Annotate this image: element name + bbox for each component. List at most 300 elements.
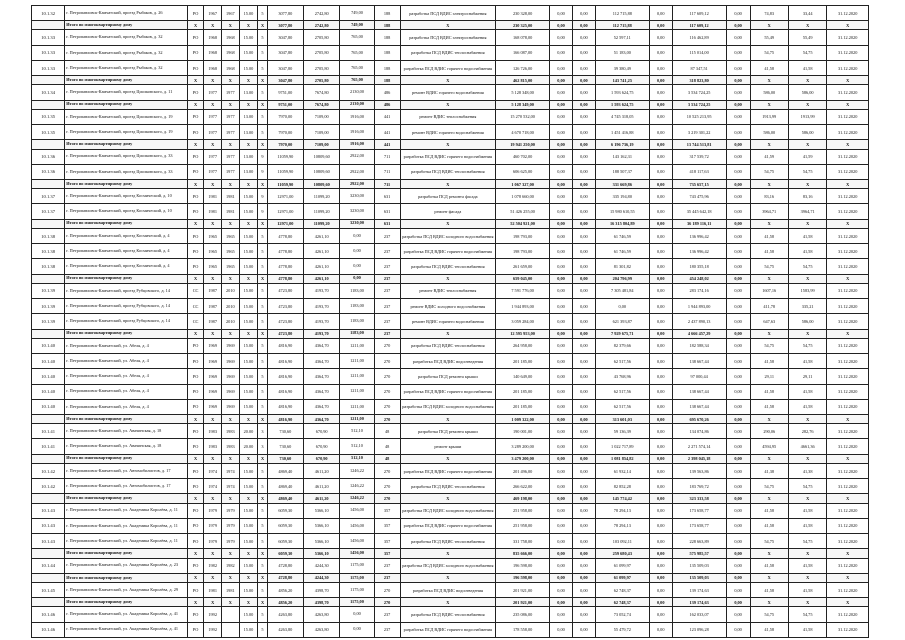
table-cell: X — [258, 573, 267, 582]
table-cell: 54,75 — [750, 607, 788, 622]
table-cell: 0,00 — [572, 558, 595, 573]
table-cell: 198 793,00 — [496, 244, 550, 259]
table-cell: 0,00 — [550, 314, 573, 329]
table-cell: 0,00 — [649, 164, 672, 179]
table-cell: 10.1.35 — [32, 125, 65, 140]
table-cell: 586,00 — [788, 314, 826, 329]
table-cell: г. Петропавловск-Камчатский, ул. Академика Королёва, д. 11 — [65, 534, 188, 549]
table-cell: 0,00 — [572, 125, 595, 140]
table-cell: 0,00 — [726, 299, 750, 314]
table-cell: 4856,20 — [267, 598, 303, 607]
table-cell: 0,00 — [550, 384, 573, 399]
table-cell: 10 525 213,95 — [672, 109, 726, 124]
table-cell: 162 033,07 — [672, 607, 726, 622]
table-cell: 575 985,57 — [672, 549, 726, 558]
table-cell: 3964,71 — [750, 204, 788, 219]
table-cell: 5 — [258, 582, 267, 597]
table-cell: 0,00 — [726, 60, 750, 75]
table-cell: X — [400, 76, 496, 85]
table-cell: 0,00 — [572, 228, 595, 243]
table-cell: 116 462,89 — [672, 30, 726, 45]
table-cell: 0,00 — [550, 259, 573, 274]
table-cell: 0,00 — [572, 180, 595, 189]
table-cell: 0,00 — [649, 573, 672, 582]
table-cell: 0,00 — [550, 228, 573, 243]
table-cell: 0,00 — [726, 415, 750, 424]
table-cell: г. Петропавловск-Камчатский, проезд Рубцовского, д. 14 — [65, 314, 188, 329]
table-cell: 0,00 — [726, 454, 750, 463]
table-cell: 711 — [374, 149, 400, 164]
table-cell: X — [400, 100, 496, 109]
table-cell: 15.00 — [239, 244, 258, 259]
table-cell: 1982 — [204, 558, 222, 573]
table-cell: X — [258, 415, 267, 424]
table-cell: 1183,00 — [340, 299, 374, 314]
table-cell: 31.12.2020 — [827, 244, 869, 259]
table-cell: г. Петропавловск-Камчатский, проезд Рыбаков, д. 32 — [65, 45, 188, 60]
table-cell: 5366,10 — [304, 518, 340, 533]
table-cell: 196 598,00 — [496, 558, 550, 573]
table-cell: 135 509,03 — [672, 558, 726, 573]
table-cell: X — [204, 415, 222, 424]
table-cell: 4816,90 — [267, 338, 303, 353]
table-cell: X — [258, 494, 267, 503]
table-cell: 0,00 — [550, 30, 573, 45]
table-cell: 41,38 — [750, 463, 788, 478]
table-cell: 10.1.42 — [32, 463, 65, 478]
table-cell: 2742,80 — [304, 6, 340, 21]
table-cell: 188 — [374, 21, 400, 30]
table-cell: РО — [187, 463, 204, 478]
table-cell: 5 — [258, 369, 267, 384]
table-cell: X — [788, 76, 826, 85]
table-cell: разработка ПСД ВДИС горячего водоснабжения — [400, 463, 496, 478]
table-cell: 0,00 — [572, 415, 595, 424]
table-cell: X — [187, 454, 204, 463]
table-cell — [32, 415, 65, 424]
table-cell: 61 099,97 — [595, 558, 649, 573]
table-cell: 0,00 — [550, 424, 573, 439]
table-cell: X — [788, 219, 826, 228]
table-cell: 7 305 481,84 — [595, 283, 649, 298]
table-cell: 1977 — [204, 149, 222, 164]
table-cell: 460 702,00 — [496, 149, 550, 164]
table-cell: 117 609,12 — [672, 6, 726, 21]
table-cell: 4816,90 — [267, 354, 303, 369]
table-cell: разработка ПСД ремонта крыши — [400, 369, 496, 384]
table-cell: 7674,80 — [304, 100, 340, 109]
table-cell: 15.00 — [239, 463, 258, 478]
table-cell: 15.00 — [239, 582, 258, 597]
table-cell: 31.12.2020 — [827, 582, 869, 597]
table-cell: 4816,90 — [267, 399, 303, 414]
table-cell: 11099,20 — [304, 219, 340, 228]
table-cell: X — [222, 140, 240, 149]
table-cell: 13.00 — [239, 109, 258, 124]
table-cell: РО — [187, 125, 204, 140]
table-cell: г. Петропавловск-Камчатский, проезд Космический, д. 4 — [65, 259, 188, 274]
table-cell: 441 — [374, 109, 400, 124]
table-cell: 10.1.33 — [32, 60, 65, 75]
table-cell: X — [239, 21, 258, 30]
table-cell: г. Петропавловск-Камчатский, проезд Космический, д. 10 — [65, 204, 188, 219]
table-cell: 0,00 — [572, 109, 595, 124]
table-cell: 441 — [374, 125, 400, 140]
table-cell: 0,00 — [572, 30, 595, 45]
table-cell: X — [827, 598, 869, 607]
table-cell: 15.00 — [239, 369, 258, 384]
table-cell: 201 185,00 — [496, 354, 550, 369]
table-cell: 0,00 — [572, 549, 595, 558]
table-cell: РО — [187, 45, 204, 60]
table-cell: 7109,00 — [304, 109, 340, 124]
table-cell: 29,11 — [750, 369, 788, 384]
table-cell: г. Петропавловск-Камчатский, ул. Автомобилистов, д. 17 — [65, 463, 188, 478]
table-cell: 97 000,44 — [672, 369, 726, 384]
table-cell: 512,10 — [340, 424, 374, 439]
table-cell: X — [400, 598, 496, 607]
table-cell: 15.00 — [239, 299, 258, 314]
table-cell: 1987 — [204, 314, 222, 329]
table-cell: 1916,00 — [340, 125, 374, 140]
table-cell: разработка ПСД ВДИС горячего водоснабжения — [400, 149, 496, 164]
table-cell: 1969 — [222, 399, 240, 414]
table-cell: X — [750, 140, 788, 149]
table-cell: 0,00 — [649, 454, 672, 463]
table-cell: 0,00 — [726, 329, 750, 338]
table-cell: X — [222, 454, 240, 463]
table-cell: 201 185,00 — [496, 399, 550, 414]
table-cell: 1 078 660,00 — [496, 189, 550, 204]
table-cell: X — [204, 573, 222, 582]
table-cell: 749,00 — [340, 6, 374, 21]
table-cell: 0,00 — [649, 204, 672, 219]
table-cell: 15.00 — [239, 503, 258, 518]
table-cell: 0,00 — [649, 598, 672, 607]
table-cell — [32, 140, 65, 149]
table-cell: 0,00 — [649, 582, 672, 597]
table-cell: 237 — [374, 244, 400, 259]
table-cell: 4364,70 — [304, 338, 340, 353]
table-cell: 3077,80 — [267, 21, 303, 30]
table-row — [32, 463, 869, 478]
table-cell: 1974 — [204, 463, 222, 478]
table-cell: 41,58 — [750, 60, 788, 75]
table-cell: 251 958,00 — [496, 503, 550, 518]
table-cell: 4728,80 — [267, 558, 303, 573]
table-cell: 139 563,86 — [672, 463, 726, 478]
table-cell: РО — [187, 354, 204, 369]
table-total-row — [32, 415, 869, 424]
table-cell: 6 196 736,19 — [595, 140, 649, 149]
table-cell: 0,00 — [726, 518, 750, 533]
table-cell: 0,00 — [340, 274, 374, 283]
table-cell: РО — [187, 369, 204, 384]
table-cell: 357 — [374, 503, 400, 518]
table-cell: 5 — [258, 518, 267, 533]
table-cell: 1974 — [204, 479, 222, 494]
table-cell: 2705,80 — [304, 45, 340, 60]
table-cell: X — [222, 573, 240, 582]
table-cell: 0,00 — [550, 494, 573, 503]
table-cell: 0,00 — [726, 76, 750, 85]
table-cell: разработка ПСД ВДИС горячего водоснабжения — [400, 244, 496, 259]
table-cell: 237 — [374, 329, 400, 338]
table-cell: РО — [187, 424, 204, 439]
table-cell: Итого по многоквартирному дому — [65, 180, 188, 189]
table-cell: 1981 — [204, 189, 222, 204]
table-cell: 15.00 — [239, 534, 258, 549]
table-cell: X — [788, 180, 826, 189]
table-cell: 835 666,00 — [496, 549, 550, 558]
table-cell: X — [222, 598, 240, 607]
table-cell: 5 — [258, 338, 267, 353]
table-cell: X — [750, 76, 788, 85]
table-cell: 1211,00 — [340, 369, 374, 384]
table-cell: г. Петропавловск-Камчатский, проезд Рыбаков, д. 32 — [65, 60, 188, 75]
table-cell: 6059,30 — [267, 503, 303, 518]
table-cell: 41,58 — [788, 622, 826, 637]
table-cell: X — [239, 415, 258, 424]
table-cell: 1977 — [204, 109, 222, 124]
table-cell: 765,00 — [340, 45, 374, 60]
table-cell: 5366,10 — [304, 503, 340, 518]
table-cell: 5 — [258, 558, 267, 573]
table-cell: 41,58 — [788, 558, 826, 573]
table-cell: X — [750, 219, 788, 228]
table-cell: 31.12.2020 — [827, 60, 869, 75]
table-cell: 4728,80 — [267, 573, 303, 582]
table-cell: 1211,00 — [340, 338, 374, 353]
table-cell: 0,00 — [649, 149, 672, 164]
table-row — [32, 85, 869, 100]
table-cell: 201 921,00 — [496, 582, 550, 597]
table-cell: X — [400, 140, 496, 149]
table-cell: 4778,80 — [267, 259, 303, 274]
table-cell: 0,00 — [726, 369, 750, 384]
table-cell: Итого по многоквартирному дому — [65, 100, 188, 109]
table-cell: 10.1.43 — [32, 503, 65, 518]
table-cell: 0,00 — [572, 607, 595, 622]
table-cell: 3047,80 — [267, 30, 303, 45]
table-cell: 10.1.39 — [32, 314, 65, 329]
table-cell: 12 595 953,00 — [496, 329, 550, 338]
table-cell: 1246,22 — [340, 494, 374, 503]
table-cell: разработка ПСД ВДИС теплоснабжения — [400, 534, 496, 549]
table-cell: 1183,00 — [340, 314, 374, 329]
table-cell: 0,00 — [649, 399, 672, 414]
table-cell: 168 078,00 — [496, 30, 550, 45]
table-cell: 0,00 — [550, 204, 573, 219]
table-cell: 12971,00 — [267, 189, 303, 204]
table-cell: 0,00 — [550, 180, 573, 189]
table-cell: X — [750, 549, 788, 558]
table-cell: 0,00 — [726, 314, 750, 329]
table-cell: 31.12.2020 — [827, 384, 869, 399]
table-cell: 1968 — [204, 45, 222, 60]
table-cell: разработка ПСД ВДИС водоотведения — [400, 582, 496, 597]
table-cell: X — [222, 329, 240, 338]
table-cell: 0,00 — [340, 228, 374, 243]
table-cell: г. Петропавловск-Камчатский, ул. Академика Королёва, д. 11 — [65, 503, 188, 518]
table-cell: 0,00 — [550, 573, 573, 582]
table-cell: 1913,99 — [750, 109, 788, 124]
table-cell: X — [400, 573, 496, 582]
table-cell: 15.00 — [239, 259, 258, 274]
table-cell: 0,00 — [572, 494, 595, 503]
table-cell: 331 758,00 — [496, 534, 550, 549]
table-cell: РО — [187, 189, 204, 204]
table-cell: X — [827, 100, 869, 109]
table-cell: 13.00 — [239, 125, 258, 140]
table-cell: 10809,60 — [304, 149, 340, 164]
table-cell: 1969 — [222, 384, 240, 399]
table-cell: 0,00 — [726, 274, 750, 283]
table-cell: 0,00 — [726, 259, 750, 274]
table-cell: 0,00 — [726, 149, 750, 164]
table-cell: 0,00 — [649, 6, 672, 21]
table-cell: 10.1.41 — [32, 439, 65, 454]
table-cell: 4 670 718,00 — [496, 125, 550, 140]
table-cell: 0,00 — [572, 259, 595, 274]
table-cell: 11059,90 — [267, 164, 303, 179]
table-cell: X — [258, 21, 267, 30]
table-row — [32, 244, 869, 259]
table-cell: 1979 — [204, 534, 222, 549]
table-cell: 0,00 — [726, 534, 750, 549]
table-cell: 0,00 — [550, 439, 573, 454]
table-total-row — [32, 100, 869, 109]
table-cell: 10.1.36 — [32, 149, 65, 164]
table-row — [32, 259, 869, 274]
table-cell: 10.1.38 — [32, 228, 65, 243]
table-cell: 15.00 — [239, 314, 258, 329]
table-cell: X — [239, 454, 258, 463]
table-cell: 0,00 — [572, 21, 595, 30]
table-cell: 20.00 — [239, 439, 258, 454]
table-row — [32, 479, 869, 494]
table-cell: 1211,00 — [340, 415, 374, 424]
table-cell: 1916,00 — [340, 109, 374, 124]
table-cell: X — [750, 21, 788, 30]
table-cell: г. Петропавловск-Камчатский, ул. Абеля, д. 4 — [65, 399, 188, 414]
table-cell: X — [204, 21, 222, 30]
table-cell: 136 996,42 — [672, 228, 726, 243]
table-cell: 4398,70 — [304, 598, 340, 607]
table-cell: 20.00 — [239, 424, 258, 439]
table-cell: 41,58 — [750, 354, 788, 369]
table-cell: X — [222, 219, 240, 228]
table-cell: г. Петропавловск-Камчатский, проезд Космический, д. 4 — [65, 244, 188, 259]
table-cell: 1456,00 — [340, 503, 374, 518]
table-cell: 182 588,34 — [672, 338, 726, 353]
table-cell: 41,58 — [788, 582, 826, 597]
table-cell: 270 — [374, 338, 400, 353]
table-cell: разработка ПСД ВДИС теплоснабжения — [400, 607, 496, 622]
table-cell: 0,00 — [572, 244, 595, 259]
table-cell: 1965 — [222, 244, 240, 259]
table-cell: 0,00 — [726, 189, 750, 204]
table-cell: 0,00 — [550, 479, 573, 494]
table-row — [32, 399, 869, 414]
table-cell: 31.12.2020 — [827, 424, 869, 439]
table-cell: 15 270 532,00 — [496, 109, 550, 124]
table-cell: 61 746,59 — [595, 244, 649, 259]
table-cell: 7 929 675,71 — [595, 329, 649, 338]
table-cell: 31.12.2020 — [827, 439, 869, 454]
table-row — [32, 204, 869, 219]
table-cell: 1175,00 — [340, 558, 374, 573]
table-cell: X — [239, 140, 258, 149]
table-cell: 0,00 — [572, 189, 595, 204]
table-cell: 469 198,00 — [496, 494, 550, 503]
table-cell: 78 294,13 — [595, 518, 649, 533]
table-cell: 7 591 776,00 — [496, 283, 550, 298]
table-cell: 0,00 — [726, 549, 750, 558]
table-cell: 0,00 — [550, 244, 573, 259]
table-cell: 54,75 — [750, 45, 788, 60]
table-cell: 357 — [374, 518, 400, 533]
table-cell: 188 — [374, 30, 400, 45]
table-cell: X — [187, 180, 204, 189]
table-cell: 0,00 — [550, 534, 573, 549]
table-cell: 0,00 — [649, 558, 672, 573]
table-cell: X — [222, 415, 240, 424]
table-cell: 15.00 — [239, 338, 258, 353]
table-cell: 0,00 — [649, 283, 672, 298]
table-cell: 123 096,28 — [672, 622, 726, 637]
table-cell: 1983 — [204, 439, 222, 454]
table-cell: 0,00 — [572, 439, 595, 454]
table-cell: 41,58 — [788, 518, 826, 533]
table-cell: X — [187, 549, 204, 558]
table-cell: X — [222, 180, 240, 189]
table-cell: 3 219 301,22 — [672, 125, 726, 140]
table-cell: 54,75 — [750, 338, 788, 353]
table-cell: 13 744 513,81 — [672, 140, 726, 149]
table-cell: 1 944 893,00 — [672, 299, 726, 314]
table-cell: 270 — [374, 399, 400, 414]
table-cell: X — [258, 274, 267, 283]
table-cell: 1175,00 — [340, 573, 374, 582]
table-cell: РО — [187, 384, 204, 399]
table-cell: 145 774,42 — [595, 494, 649, 503]
table-cell: 0,00 — [572, 399, 595, 414]
table-cell: X — [827, 329, 869, 338]
table-cell: 735 657,15 — [672, 180, 726, 189]
table-cell: 15.00 — [239, 283, 258, 298]
table-cell: 0,00 — [572, 369, 595, 384]
table-cell: 10809,60 — [304, 164, 340, 179]
table-cell: 1979 — [222, 503, 240, 518]
table-cell: РО — [187, 439, 204, 454]
table-cell — [32, 21, 65, 30]
table-cell: 1968 — [204, 60, 222, 75]
table-cell: 5 — [258, 354, 267, 369]
table-cell: 31.12.2020 — [827, 518, 869, 533]
table-cell: 1981 — [204, 204, 222, 219]
table-cell: 270 — [374, 582, 400, 597]
table-cell: 1977 — [222, 149, 240, 164]
table-cell: 41,58 — [750, 228, 788, 243]
table-cell: 0,00 — [649, 274, 672, 283]
table-cell: 16 315 804,89 — [595, 219, 649, 228]
table-cell: 6059,30 — [267, 518, 303, 533]
table-cell: 0,00 — [550, 354, 573, 369]
table-cell: 5 — [258, 60, 267, 75]
table-cell: 313 601,03 — [595, 415, 649, 424]
table-cell: 0,00 — [550, 45, 573, 60]
